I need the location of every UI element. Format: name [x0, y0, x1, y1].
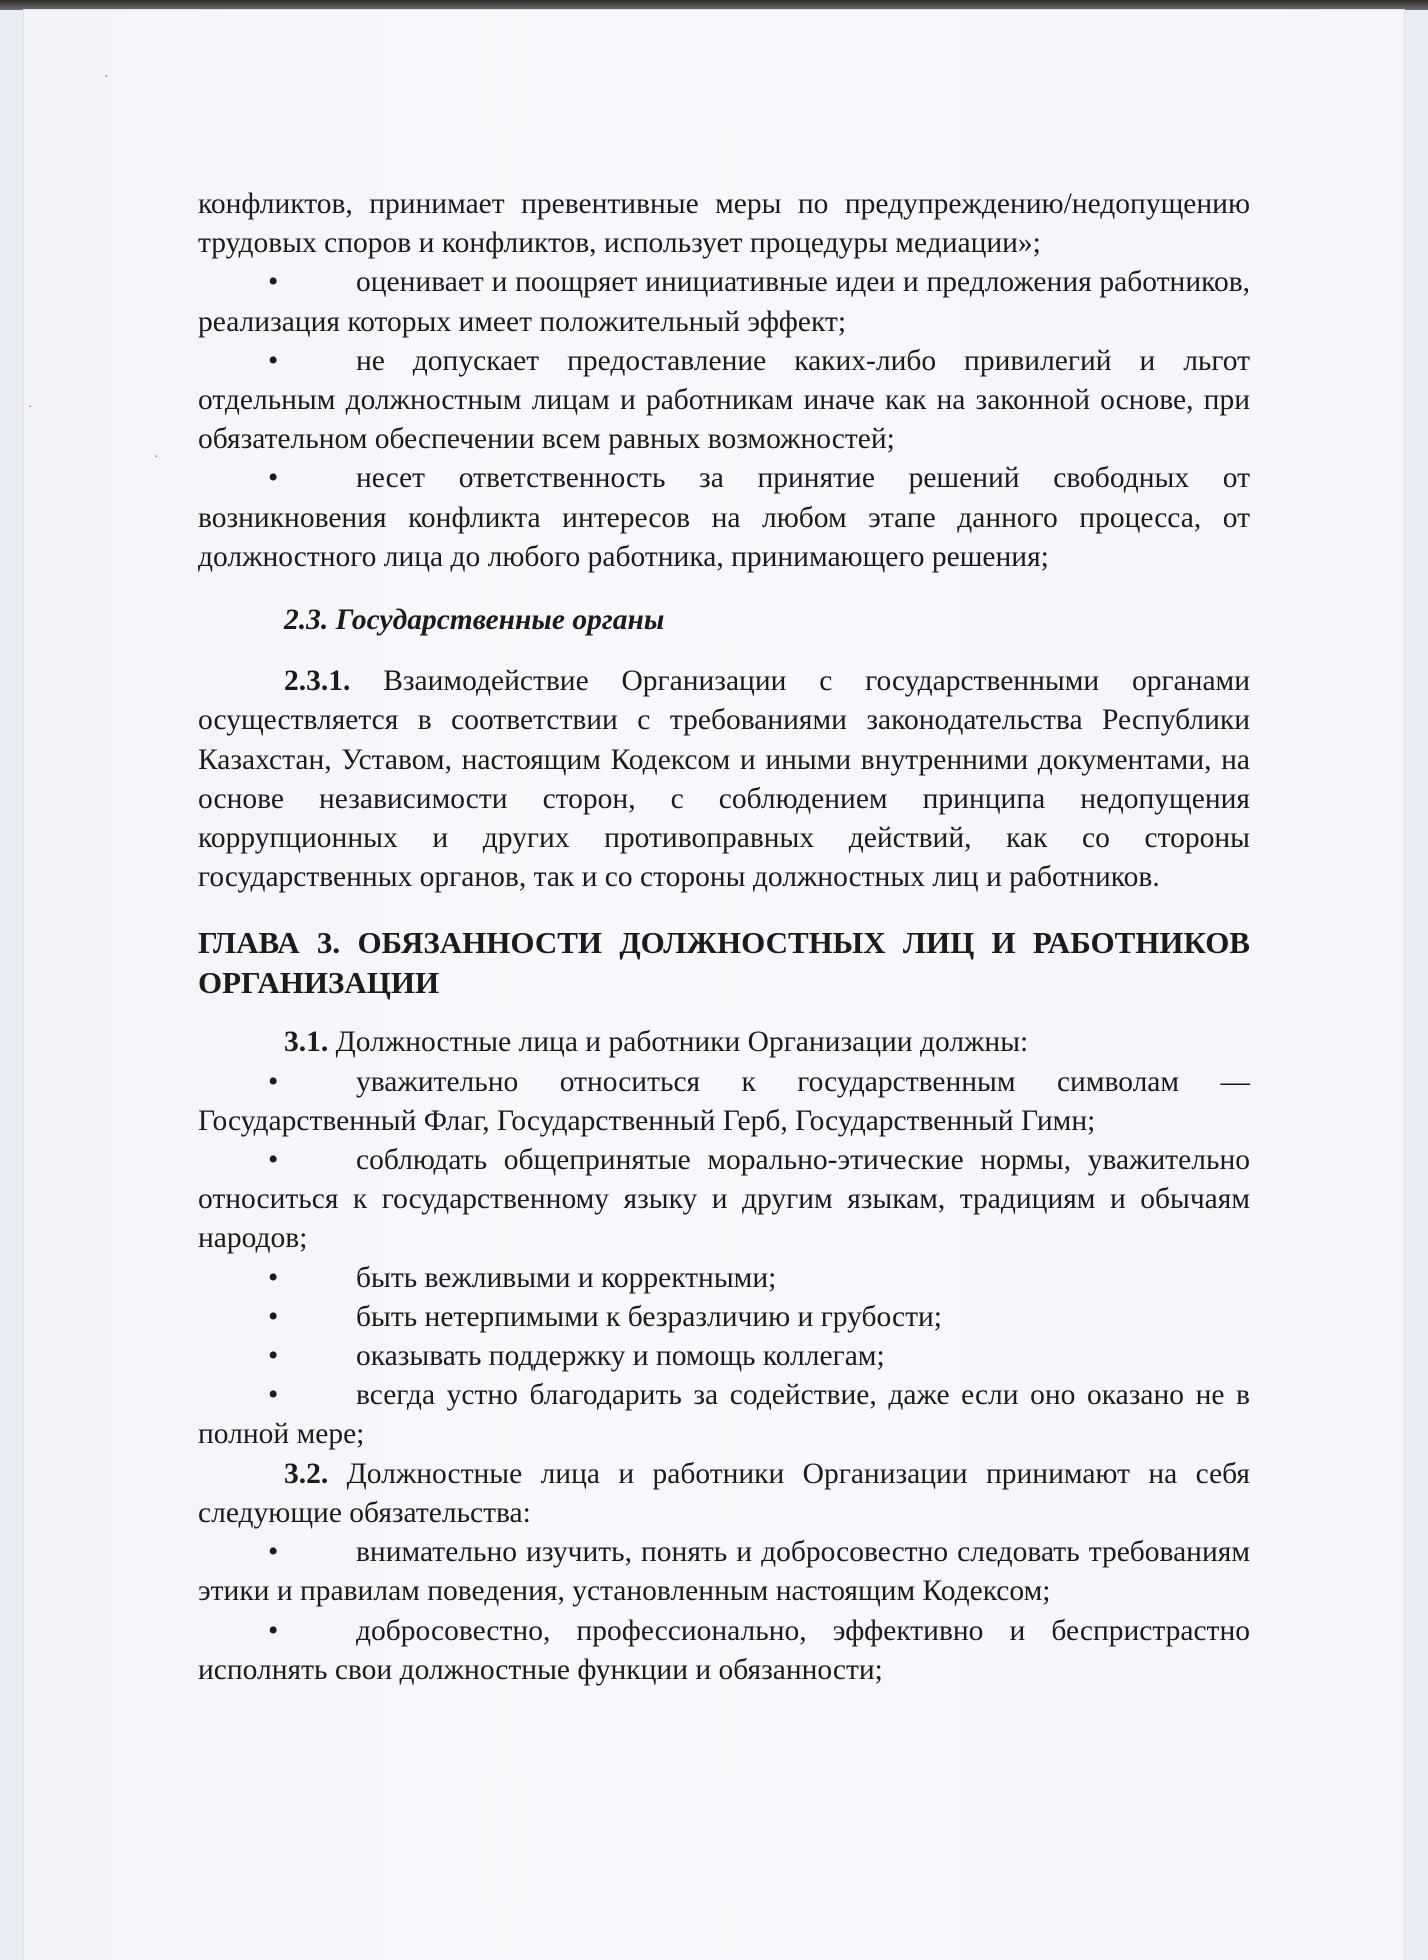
section-heading: 2.3. Государственные органы [284, 604, 665, 637]
bullet-icon: • [268, 266, 279, 299]
bullet-icon: • [268, 462, 279, 495]
bullet-item [198, 1533, 1250, 1611]
bullet-item [198, 1337, 1250, 1376]
bullet-item [198, 1063, 1250, 1141]
paragraph-text: Должностные лица и работники Организации принимают на себя следующие обязательства: [198, 1457, 1250, 1529]
bullet-item [198, 263, 1250, 341]
bullet-text: соблюдать общепринятые морально-этические нормы, уважительно относиться к государственному языку и другим языкам, традициям и обычаям народов; [198, 1144, 1250, 1255]
bullet-icon: • [268, 1379, 279, 1412]
bullet-item [198, 1259, 1250, 1298]
bullet-item [198, 342, 1250, 460]
scan-speck: · [28, 400, 33, 415]
bullet-item [198, 1141, 1250, 1259]
bullet-text: внимательно изучить, понять и добросовестно следовать требованиям этики и правилам поведения, установленным настоящим Кодексом; [198, 1536, 1250, 1608]
paragraph-text: Должностные лица и работники Организации должны: [335, 1026, 1029, 1059]
bullet-text: несет ответственность за принятие решений свободных от возникновения конфликта интересов на любом этапе данного процесса, от должностного лица до любого работника, принимающего решения; [198, 462, 1250, 573]
bullet-item [198, 1612, 1250, 1690]
bullet-icon: • [268, 1065, 279, 1098]
paragraph-continuation: конфликтов, принимает превентивные меры по предупреждению/недопущению трудовых споров и конфликтов, использует процедуры медиации»; [198, 188, 1250, 260]
paragraph-number: 3.1. [284, 1026, 329, 1059]
bullet-item [198, 459, 1250, 577]
bullet-icon: • [268, 1536, 279, 1569]
scan-speck: · [104, 70, 109, 85]
bullet-text: всегда устно благодарить за содействие, даже если оно оказано не в полной мере; [198, 1379, 1250, 1451]
bullet-text: оказывать поддержку и помощь коллегам; [356, 1340, 885, 1373]
bullet-text: быть нетерпимыми к безразличию и грубости; [356, 1300, 942, 1333]
bullet-text: добросовестно, профессионально, эффективно и беспристрастно исполнять свои должностные функции и обязанности; [198, 1614, 1250, 1686]
bullet-text: быть вежливыми и корректными; [356, 1261, 777, 1294]
bullet-icon: • [268, 1340, 279, 1373]
chapter-heading: ГЛАВА 3. ОБЯЗАННОСТИ ДОЛЖНОСТНЫХ ЛИЦ И РАБОТНИКОВ ОРГАНИЗАЦИИ [198, 925, 1250, 1001]
bullet-icon: • [268, 1261, 279, 1294]
bullet-text: уважительно относиться к государственным символам — Государственный Флаг, Государственный Герб, Государственный Гимн; [198, 1065, 1250, 1137]
scanner-top-edge [0, 0, 1428, 10]
paragraph-text: Взаимодействие Организации с государственными органами осуществляется в соответствии с требованиями законодательства Республики Казахстан, Уставом, настоящим Кодексом и иными внутренними документами, на основе независимости сторон, с соблюдением принципа недопущения коррупционных и других противоправных действий, как со стороны государственных органов, так и со стороны должностных лиц и работников. [198, 665, 1251, 894]
bullet-text: не допускает предоставление каких-либо привилегий и льгот отдельным должностным лицам и работникам иначе как на законной основе, при обязательном обеспечении всем равных возможностей; [198, 344, 1250, 456]
paragraph-2-3-1 [198, 662, 1250, 897]
bullet-icon: • [268, 1144, 279, 1177]
document-body [198, 185, 1250, 1690]
bullet-item [198, 1298, 1250, 1337]
bullet-icon: • [268, 1300, 279, 1333]
paragraph-number: 2.3.1. [284, 665, 351, 698]
bullet-icon: • [268, 344, 279, 377]
bullet-item [198, 1376, 1250, 1454]
paragraph-number: 3.2. [284, 1457, 329, 1490]
scan-speck: · [154, 450, 159, 465]
bullet-icon: • [268, 1614, 279, 1647]
paragraph-3-1 [198, 1023, 1250, 1062]
paragraph-3-2 [198, 1455, 1250, 1533]
bullet-text: оценивает и поощряет инициативные идеи и предложения работников, реализация которых имеет положительный эффект; [198, 266, 1250, 338]
